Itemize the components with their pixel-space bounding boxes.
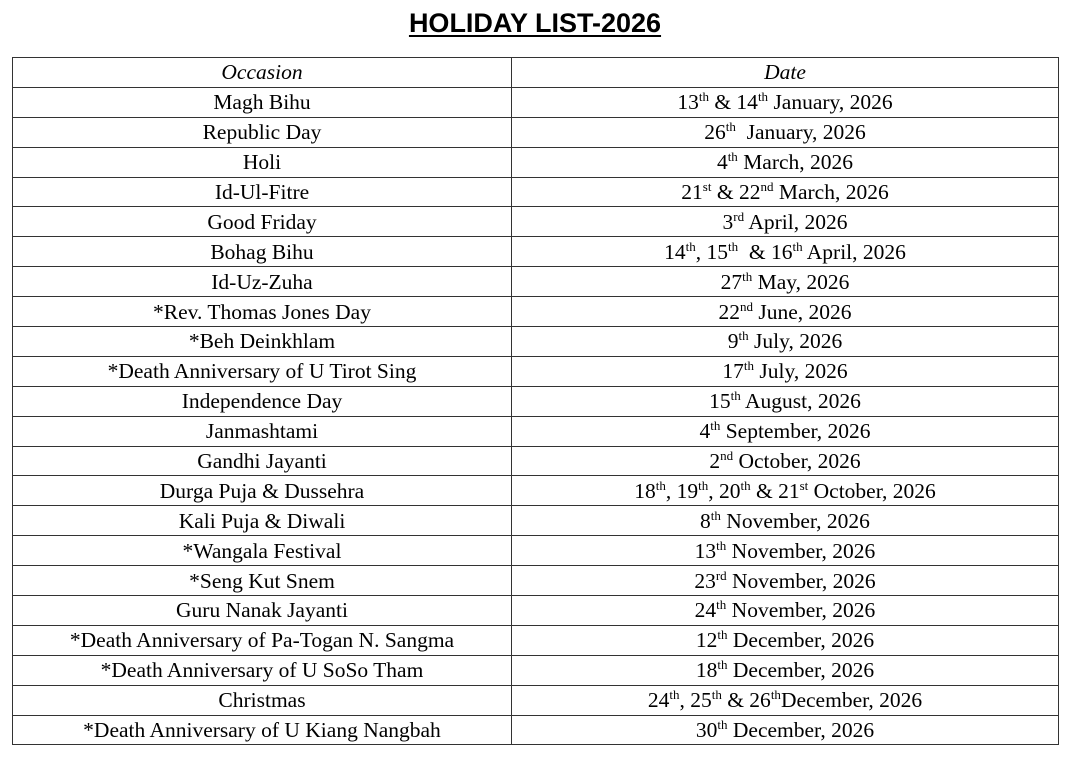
date-text: 18 [634,478,656,503]
date-text: 14 [664,239,686,264]
occasion-cell: Durga Puja & Dussehra [13,476,512,506]
table-row [13,655,1059,685]
table-row [13,715,1059,745]
date-cell [512,87,1059,117]
ordinal-suffix: th [698,477,709,493]
date-cell [512,237,1059,267]
date-text: 13 [694,538,717,563]
date-column-header: Date [512,58,1059,88]
date-text: 26 [704,120,726,145]
date-cell [512,476,1059,506]
table-row [13,297,1059,327]
ordinal-suffix: st [799,477,809,493]
occasion-cell: Good Friday [13,207,512,237]
date-text: March, 2026 [737,150,854,175]
date-text: April, 2026 [744,209,848,234]
ordinal-suffix: nd [760,179,774,194]
holiday-table-body [13,87,1059,745]
ordinal-suffix: th [716,537,727,553]
occasion-cell: Kali Puja & Diwali [13,506,512,536]
ordinal-suffix: th [717,657,728,673]
date-cell [512,625,1059,655]
date-text: October, 2026 [733,449,861,474]
date-text: November, 2026 [726,598,876,623]
date-cell [512,177,1059,207]
date-text: 23 [694,568,716,593]
ordinal-suffix: th [770,687,781,703]
date-cell [512,207,1059,237]
occasion-cell: *Beh Deinkhlam [13,327,512,357]
date-cell [512,655,1059,685]
ordinal-suffix: nd [720,448,734,464]
ordinal-suffix: nd [739,298,753,314]
date-cell [512,297,1059,327]
table-row [13,237,1059,267]
occasion-cell: *Death Anniversary of Pa-Togan N. Sangma [13,625,512,655]
table-row [13,117,1059,147]
date-text: 17 [722,359,744,384]
date-text: July, 2026 [748,329,843,354]
ordinal-suffix: th [738,328,749,344]
ordinal-suffix: th [716,597,727,613]
date-text: & 16 [738,239,793,264]
occasion-cell: *Death Anniversary of U SoSo Tham [13,655,512,685]
date-text: , 25 [679,688,712,713]
occasion-cell: Guru Nanak Jayanti [13,596,512,626]
table-row [13,207,1059,237]
ordinal-suffix: th [730,388,741,404]
date-cell [512,267,1059,297]
date-text: November, 2026 [726,538,876,563]
date-text: 12 [695,628,718,653]
occasion-cell: Republic Day [13,117,512,147]
table-row [13,476,1059,506]
date-cell [512,416,1059,446]
date-cell [512,327,1059,357]
date-text: November, 2026 [726,568,876,593]
table-row [13,596,1059,626]
ordinal-suffix: th [743,358,755,374]
ordinal-suffix: th [710,507,721,523]
date-text: 24 [694,598,717,623]
date-text: 3 [722,209,734,234]
date-text: March, 2026 [773,180,889,204]
date-cell [512,386,1059,416]
holiday-table [12,57,1059,745]
date-text: , 19 [665,478,699,503]
date-text: & 14 [708,90,758,115]
ordinal-suffix: th [757,89,769,105]
date-text: 13 [677,90,699,115]
table-row [13,147,1059,177]
ordinal-suffix: rd [715,567,727,583]
date-text: January, 2026 [735,120,866,145]
date-text: July, 2026 [754,359,848,384]
ordinal-suffix: th [717,627,728,643]
table-row [13,87,1059,117]
date-text: May, 2026 [752,269,850,294]
ordinal-suffix: th [698,89,709,105]
page-title [0,6,1070,40]
table-row [13,566,1059,596]
table-row [13,327,1059,357]
date-text: April, 2026 [802,239,906,264]
table-row [13,416,1059,446]
table-row [13,267,1059,297]
ordinal-suffix: rd [733,208,745,224]
date-text: November, 2026 [720,508,870,533]
ordinal-suffix: th [717,717,728,733]
occasion-cell: Gandhi Jayanti [13,446,512,476]
table-row [13,685,1059,715]
date-cell [512,446,1059,476]
date-text: , 20 [708,478,741,503]
date-text: December, 2026 [727,718,875,743]
occasion-cell: *Death Anniversary of U Kiang Nangbah [13,715,512,745]
ordinal-suffix: th [711,687,722,703]
date-text: October, 2026 [808,478,936,503]
date-text: June, 2026 [752,299,852,324]
date-text: 2 [709,449,721,474]
date-cell [512,566,1059,596]
occasion-cell: Independence Day [13,386,512,416]
occasion-cell: Janmashtami [13,416,512,446]
date-text: & 26 [721,688,771,713]
date-cell [512,117,1059,147]
occasion-cell: *Death Anniversary of U Tirot Sing [13,356,512,386]
date-text: 21 [681,180,703,204]
date-text: December, 2026 [727,658,875,683]
date-cell [512,147,1059,177]
ordinal-suffix: th [727,238,739,254]
date-cell [512,506,1059,536]
date-text: 24 [647,688,670,713]
ordinal-suffix: th [710,418,721,434]
occasion-cell: *Rev. Thomas Jones Day [13,297,512,327]
date-text: 4 [699,419,711,444]
occasion-cell: Holi [13,147,512,177]
date-text: August, 2026 [740,389,861,414]
date-text: 15 [709,389,731,414]
date-text: 4 [716,150,728,175]
page-title-text: HOLIDAY LIST-2026 [408,8,662,38]
date-text: 8 [700,508,711,533]
table-row [13,446,1059,476]
ordinal-suffix: th [685,238,696,254]
occasion-cell: Id-Ul-Fitre [13,177,512,207]
date-text: September, 2026 [720,419,871,444]
table-row [13,536,1059,566]
date-text: & 21 [750,478,800,503]
ordinal-suffix: th [740,477,751,493]
table-header-row [13,58,1059,88]
date-cell [512,356,1059,386]
table-row [13,625,1059,655]
table-row [13,386,1059,416]
date-text: December, 2026 [727,628,875,653]
date-text: , 15 [695,239,728,264]
date-text: 27 [720,269,743,294]
date-text: December, 2026 [780,688,923,713]
date-text: 18 [695,658,718,683]
table-row [13,356,1059,386]
ordinal-suffix: th [669,687,680,703]
occasion-cell: *Seng Kut Snem [13,566,512,596]
occasion-cell: Bohag Bihu [13,237,512,267]
date-cell [512,536,1059,566]
ordinal-suffix: th [792,238,803,254]
ordinal-suffix: st [702,179,712,194]
ordinal-suffix: th [742,268,753,284]
date-text: January, 2026 [768,90,893,115]
date-cell [512,685,1059,715]
date-text: 30 [695,718,718,743]
ordinal-suffix: th [725,119,736,135]
date-text: 22 [718,299,740,324]
table-row [13,506,1059,536]
occasion-cell: Magh Bihu [13,87,512,117]
ordinal-suffix: th [727,149,738,165]
occasion-cell: Id-Uz-Zuha [13,267,512,297]
occasion-cell: Christmas [13,685,512,715]
date-text: 9 [727,329,739,354]
date-cell [512,596,1059,626]
occasion-cell: *Wangala Festival [13,536,512,566]
ordinal-suffix: th [655,477,666,493]
occasion-column-header: Occasion [13,58,512,88]
table-row [13,177,1059,207]
date-text: & 22 [711,180,761,204]
date-cell [512,715,1059,745]
